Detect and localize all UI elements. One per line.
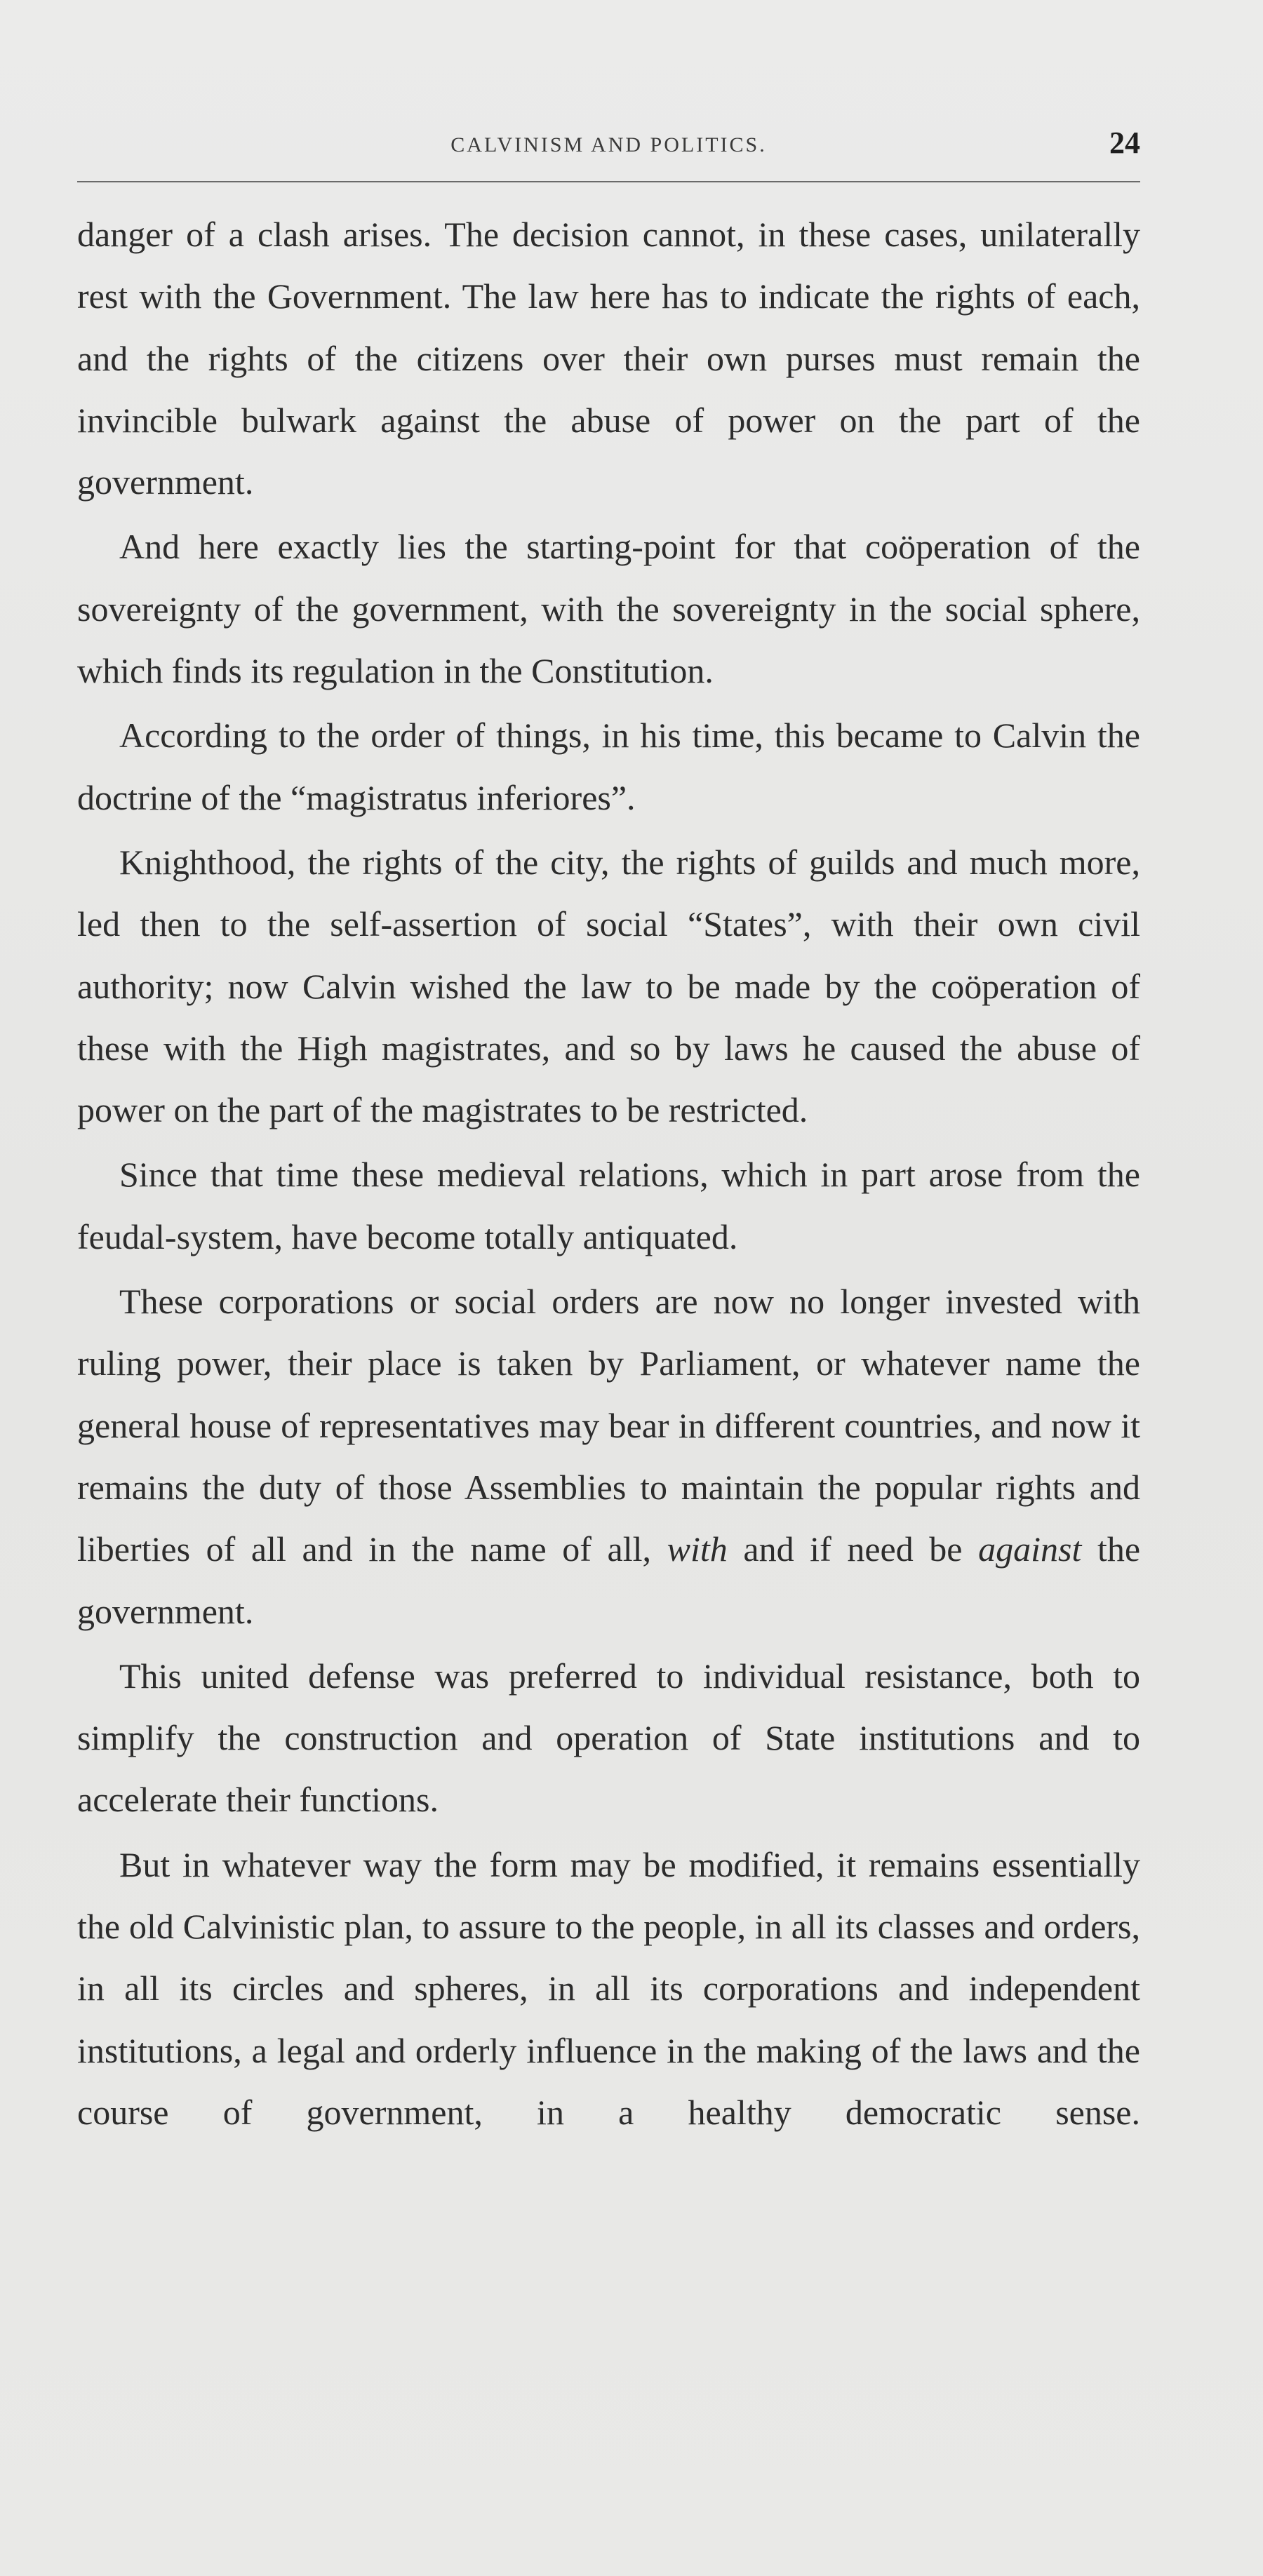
paragraph: But in whatever way the form may be modified, it remains essentially the old Calvinistic plan, to assure to the people, in all its classes and orders, in all its circles and spheres, in all its corporations and independent institutions, a legal and orderly influence in the making of the laws and the course of government, in a healthy democratic sense. [77,1844,1140,2132]
paragraph-text: These corporations or social orders are now no longer invested with ruling power, their place is taken by Parliament, or whatever name the general house of representatives may bear in different countries, and now it remains the duty of those Assemblies to maintain the popular rights and liberties of all and in the name of all, [77,1282,1140,1569]
italic-word: against [978,1529,1082,1569]
page-number: 24 [1109,126,1140,160]
header-rule [77,181,1140,182]
paragraph: And here exactly lies the starting-point for that coöperation of the sovereignty of the government, with the sovereignty in the social sphere, which finds its regulation in the Constitution. [77,527,1140,691]
page-header [77,126,1140,173]
running-title: CALVINISM AND POLITICS. [450,133,767,156]
paragraph: Since that time these medieval relations, which in part arose from the feudal-system, have become totally antiquated. [77,1155,1140,1256]
paragraph: Knighthood, the rights of the city, the rights of guilds and much more, led then to the self-assertion of social “States”, with their own civil authority; now Calvin wished the law to be made by the coöperation of these with the High magistrates, and so by laws he caused the abuse of power on the part of the magistrates to be restricted. [77,842,1140,1130]
paragraph [77,1270,1140,1642]
paragraph-text: the government. [77,1529,1141,1631]
paragraph: This united defense was preferred to individual resistance, both to simplify the construction and operation of State institutions and to accelerate their functions. [77,1656,1140,1820]
body-text [77,203,1140,2143]
paragraph: danger of a clash arises. The decision cannot, in these cases, unilaterally rest with the Government. The law here has to indicate the rights of each, and the rights of the citizens over their own purses must remain the invincible bulwark against the abuse of power on the part of the government. [77,215,1140,502]
paragraph-text: and if need be [743,1529,963,1569]
paragraph: According to the order of things, in his time, this became to Calvin the doctrine of the “magistratus inferiores”. [77,716,1140,817]
italic-word: with [667,1529,728,1569]
